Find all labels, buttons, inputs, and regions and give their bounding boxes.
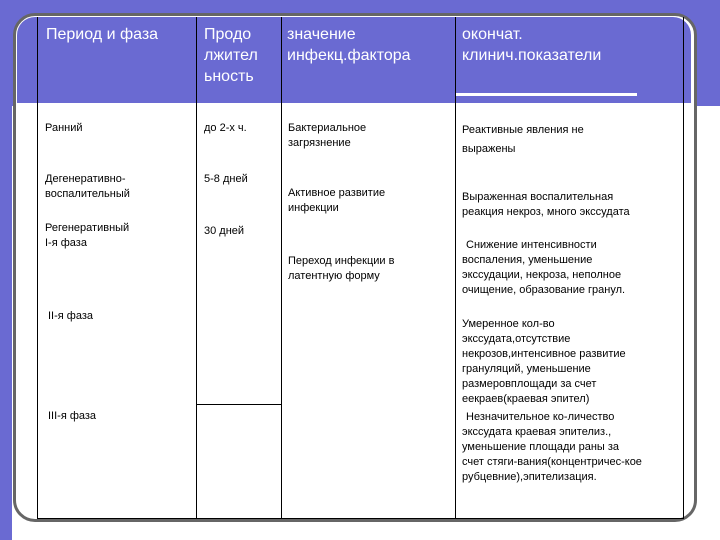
header-underline (455, 93, 637, 96)
phase-3: III-я фаза (48, 410, 97, 422)
phase-2: II-я фаза (48, 310, 93, 322)
phase-regenerative-1: Регенеративный I-я фаза (45, 222, 130, 249)
phase-degenerative: Дегенеративно- воспалительный (45, 173, 130, 200)
side-accent-band (0, 0, 12, 540)
table-border-left (37, 17, 38, 519)
header-duration: Продо лжител ьность (204, 26, 258, 85)
table-row-divider (196, 404, 281, 405)
clinical-phase-3: Незначительное ко-личество экссудата краевая эпителиз., уменьшение площади раны за счет стяги-вания(концентричес-кое рубцевние),эпителизация. (462, 411, 642, 483)
table-col-divider-3 (455, 17, 456, 519)
header-infection-factor: значение инфекц.фактора (287, 26, 411, 64)
table-border-bottom (37, 518, 684, 519)
table-col-divider-1 (196, 17, 197, 519)
header-period-phase: Период и фаза (46, 26, 159, 43)
clinical-regenerative-1: Снижение интенсивности воспаления, уменьшение экссудации, некроза, неполное очищение, образование гранул. (462, 239, 626, 296)
header-clinical-indicators: окончат. клинич.показатели (462, 26, 602, 64)
duration-regenerative: 30 дней (204, 225, 245, 237)
clinical-degenerative: Выраженная воспалительная реакция некроз, много экссудата (462, 191, 630, 218)
clinical-phase-2: Умеренное кол-во экссудата,отсутствие некрозов,интенсивное развитие грануляций, уменьшение размеровплощади за счет еекраев(краевая эпител) (462, 318, 626, 405)
infection-degenerative: Активное развитие инфекции (288, 187, 386, 214)
duration-degenerative: 5-8 дней (204, 173, 248, 185)
table-col-divider-2 (281, 17, 282, 519)
duration-early: до 2-х ч. (204, 122, 247, 134)
phase-early: Ранний (45, 122, 83, 134)
infection-regenerative: Переход инфекции в латентную форму (288, 255, 395, 282)
infection-early: Бактериальное загрязнение (288, 122, 367, 149)
clinical-early: Реактивные явления не выражены (462, 124, 584, 155)
table-border-right (683, 17, 684, 519)
